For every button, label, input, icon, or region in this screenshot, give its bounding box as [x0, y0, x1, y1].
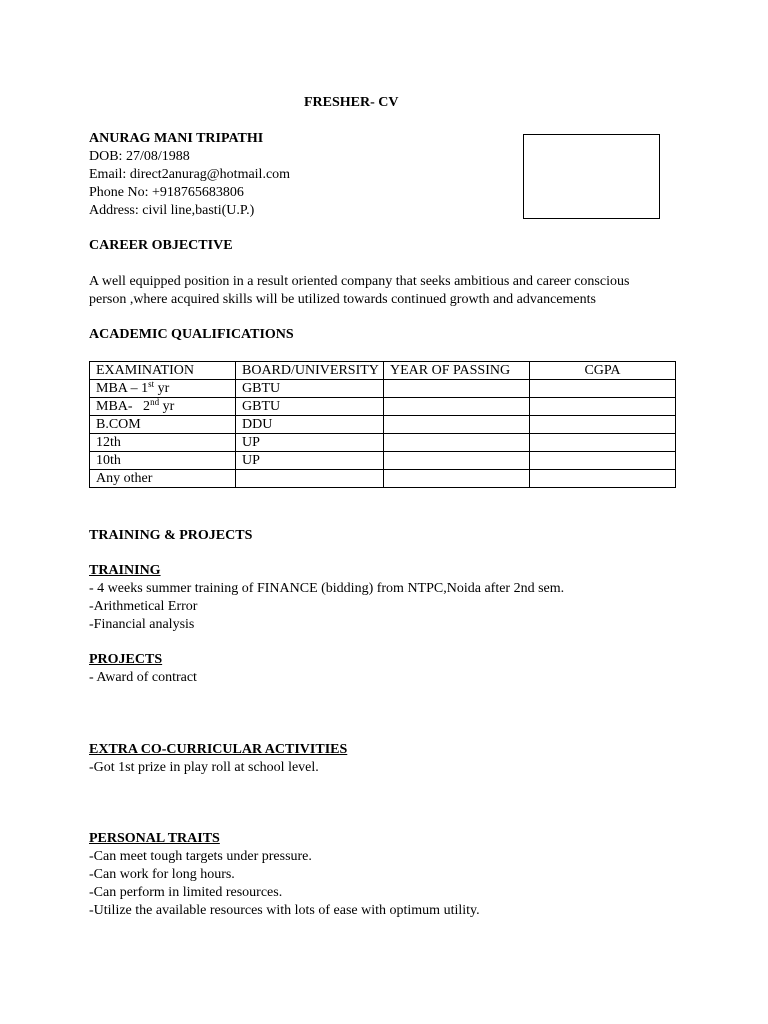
email-line: Email: direct2anurag@hotmail.com — [89, 167, 291, 182]
training-item: - 4 weeks summer training of FINANCE (bidding) from NTPC,Noida after 2nd sem. — [89, 581, 565, 596]
training-item: -Arithmetical Error — [89, 599, 198, 614]
table-row — [90, 398, 676, 416]
exam-cell: Any other — [90, 470, 236, 488]
header-year: YEAR OF PASSING — [384, 362, 530, 380]
cv-title: FRESHER- CV — [304, 95, 399, 110]
cgpa-cell — [530, 398, 676, 416]
training-projects-heading: TRAINING & PROJECTS — [89, 528, 253, 543]
academic-table — [89, 361, 676, 488]
exam-cell: MBA- 2nd yr — [90, 398, 236, 416]
board-cell: GBTU — [236, 398, 384, 416]
board-cell: UP — [236, 434, 384, 452]
dob-line: DOB: 27/08/1988 — [89, 149, 190, 164]
exam-cell: 12th — [90, 434, 236, 452]
trait-item: -Can meet tough targets under pressure. — [89, 849, 312, 864]
board-cell: GBTU — [236, 380, 384, 398]
candidate-name: ANURAG MANI TRIPATHI — [89, 131, 264, 146]
table-row — [90, 434, 676, 452]
year-cell — [384, 416, 530, 434]
cgpa-cell — [530, 434, 676, 452]
training-item: -Financial analysis — [89, 617, 195, 632]
trait-item: -Utilize the available resources with lots of ease with optimum utility. — [89, 903, 480, 918]
table-row — [90, 380, 676, 398]
cgpa-cell — [530, 452, 676, 470]
year-cell — [384, 452, 530, 470]
table-row — [90, 416, 676, 434]
trait-item: -Can perform in limited resources. — [89, 885, 283, 900]
header-examination: EXAMINATION — [90, 362, 236, 380]
exam-cell: 10th — [90, 452, 236, 470]
table-row — [90, 452, 676, 470]
cgpa-cell — [530, 470, 676, 488]
board-cell — [236, 470, 384, 488]
career-objective-line-1: A well equipped position in a result oriented company that seeks ambitious and career conscious — [89, 274, 630, 289]
academic-heading: ACADEMIC QUALIFICATIONS — [89, 327, 294, 342]
career-objective-heading: CAREER OBJECTIVE — [89, 238, 233, 253]
cgpa-cell — [530, 416, 676, 434]
career-objective-line-2: person ,where acquired skills will be utilized towards continued growth and advancements — [89, 292, 596, 307]
exam-cell: B.COM — [90, 416, 236, 434]
year-cell — [384, 470, 530, 488]
address-line: Address: civil line,basti(U.P.) — [89, 203, 255, 218]
exam-cell: MBA – 1st yr — [90, 380, 236, 398]
year-cell — [384, 380, 530, 398]
phone-line: Phone No: +918765683806 — [89, 185, 244, 200]
year-cell — [384, 398, 530, 416]
year-cell — [384, 434, 530, 452]
table-row — [90, 470, 676, 488]
training-heading: TRAINING — [89, 563, 161, 578]
photo-placeholder — [523, 134, 660, 219]
cgpa-cell — [530, 380, 676, 398]
projects-heading: PROJECTS — [89, 652, 163, 667]
personal-traits-heading: PERSONAL TRAITS — [89, 831, 220, 846]
board-cell: UP — [236, 452, 384, 470]
extra-curricular-item: -Got 1st prize in play roll at school level. — [89, 760, 319, 775]
header-cgpa: CGPA — [530, 362, 676, 380]
project-item: - Award of contract — [89, 670, 197, 685]
trait-item: -Can work for long hours. — [89, 867, 235, 882]
table-header-row — [90, 362, 676, 380]
board-cell: DDU — [236, 416, 384, 434]
extra-curricular-heading: EXTRA CO-CURRICULAR ACTIVITIES — [89, 742, 348, 757]
header-board: BOARD/UNIVERSITY — [236, 362, 384, 380]
